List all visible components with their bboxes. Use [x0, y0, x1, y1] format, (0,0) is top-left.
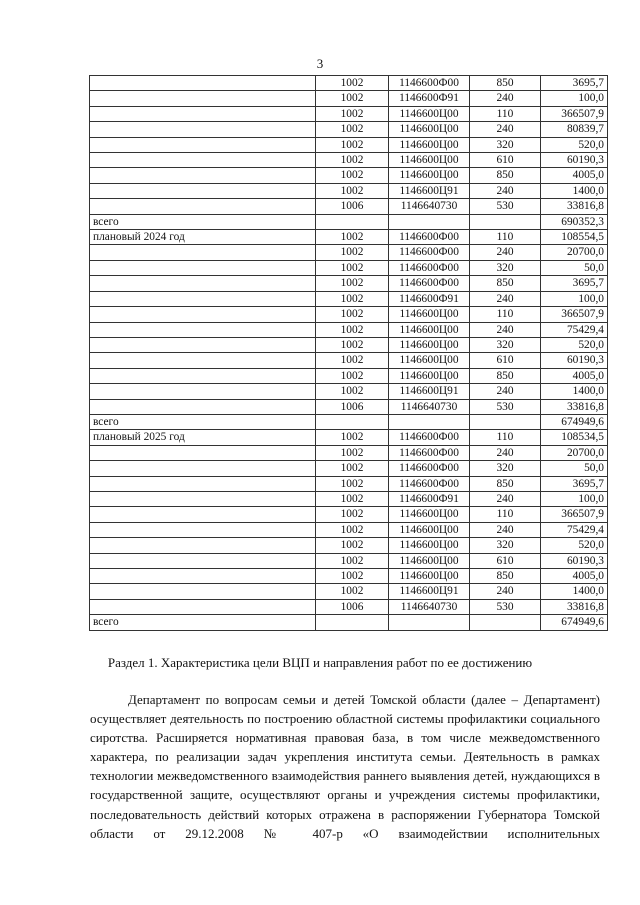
section-code-cell: 1002: [316, 569, 389, 584]
amount-cell: 108554,5: [541, 230, 608, 245]
section-code-cell: 1006: [316, 199, 389, 214]
row-label-cell: [90, 260, 316, 275]
section-code-cell: 1002: [316, 276, 389, 291]
table-row: [90, 491, 608, 506]
target-article-cell: 1146600Ц00: [389, 106, 470, 121]
expense-type-cell: 240: [470, 384, 541, 399]
table-row: [90, 414, 608, 429]
amount-cell: 60190,3: [541, 153, 608, 168]
expense-type-cell: 320: [470, 337, 541, 352]
row-label-cell: [90, 399, 316, 414]
table-row: [90, 291, 608, 306]
table-row: [90, 91, 608, 106]
table-row: [90, 569, 608, 584]
section-code-cell: 1002: [316, 230, 389, 245]
table-row: [90, 199, 608, 214]
expense-type-cell: 530: [470, 199, 541, 214]
amount-cell: 1400,0: [541, 384, 608, 399]
row-label-cell: [90, 122, 316, 137]
table-row: [90, 507, 608, 522]
table-row: [90, 153, 608, 168]
expense-type-cell: 240: [470, 91, 541, 106]
expense-type-cell: 110: [470, 230, 541, 245]
amount-cell: 366507,9: [541, 106, 608, 121]
row-label-cell: всего: [90, 414, 316, 429]
amount-cell: 690352,3: [541, 214, 608, 229]
target-article-cell: 1146600Ц00: [389, 337, 470, 352]
paragraph-line: института семьи. Деятельность в рамках технологии межведомственного: [90, 749, 600, 784]
budget-table-body: [90, 76, 608, 631]
amount-cell: 4005,0: [541, 168, 608, 183]
amount-cell: 520,0: [541, 137, 608, 152]
expense-type-cell: 850: [470, 76, 541, 91]
expense-type-cell: 240: [470, 291, 541, 306]
expense-type-cell: 240: [470, 122, 541, 137]
target-article-cell: 1146600Ф91: [389, 491, 470, 506]
expense-type-cell: 610: [470, 153, 541, 168]
target-article-cell: [389, 414, 470, 429]
table-row: [90, 599, 608, 614]
amount-cell: 60190,3: [541, 353, 608, 368]
table-row: [90, 553, 608, 568]
section-code-cell: 1002: [316, 106, 389, 121]
amount-cell: 1400,0: [541, 183, 608, 198]
table-row: [90, 322, 608, 337]
table-row: [90, 183, 608, 198]
row-label-cell: [90, 445, 316, 460]
table-row: [90, 430, 608, 445]
expense-type-cell: 240: [470, 584, 541, 599]
amount-cell: 100,0: [541, 291, 608, 306]
table-row: [90, 522, 608, 537]
target-article-cell: 1146600Ц91: [389, 584, 470, 599]
expense-type-cell: 240: [470, 183, 541, 198]
row-label-cell: [90, 353, 316, 368]
amount-cell: 4005,0: [541, 569, 608, 584]
row-label-cell: плановый 2024 год: [90, 230, 316, 245]
paragraph-line: взаимодействия раннего выявления детей, нуждающихся в государственной: [90, 768, 600, 803]
expense-type-cell: 850: [470, 168, 541, 183]
expense-type-cell: 240: [470, 245, 541, 260]
table-row: [90, 76, 608, 91]
target-article-cell: 1146600Ц00: [389, 538, 470, 553]
page-number: 3: [316, 56, 324, 71]
row-label-cell: [90, 569, 316, 584]
section-code-cell: 1002: [316, 137, 389, 152]
expense-type-cell: 240: [470, 322, 541, 337]
target-article-cell: 1146600Ц00: [389, 168, 470, 183]
amount-cell: 1400,0: [541, 584, 608, 599]
expense-type-cell: 610: [470, 353, 541, 368]
amount-cell: 3695,7: [541, 476, 608, 491]
amount-cell: 4005,0: [541, 368, 608, 383]
section-code-cell: [316, 214, 389, 229]
table-row: [90, 461, 608, 476]
expense-type-cell: 850: [470, 276, 541, 291]
target-article-cell: 1146600Ц00: [389, 307, 470, 322]
body-paragraph: [90, 690, 600, 843]
section-code-cell: 1002: [316, 476, 389, 491]
expense-type-cell: 530: [470, 399, 541, 414]
paragraph-line: защите, осуществляют органы и учреждения системы профилактики,: [190, 787, 600, 803]
target-article-cell: 1146600Ф00: [389, 76, 470, 91]
target-article-cell: 1146640730: [389, 599, 470, 614]
table-row: [90, 584, 608, 599]
target-article-cell: 1146600Ф91: [389, 91, 470, 106]
amount-cell: 20700,0: [541, 445, 608, 460]
expense-type-cell: 850: [470, 569, 541, 584]
table-row: [90, 368, 608, 383]
expense-type-cell: 240: [470, 522, 541, 537]
expense-type-cell: 110: [470, 106, 541, 121]
row-label-cell: [90, 168, 316, 183]
section-code-cell: 1002: [316, 76, 389, 91]
expense-type-cell: 110: [470, 507, 541, 522]
row-label-cell: [90, 476, 316, 491]
expense-type-cell: 320: [470, 461, 541, 476]
section-code-cell: [316, 615, 389, 630]
section-code-cell: 1002: [316, 491, 389, 506]
table-row: [90, 260, 608, 275]
section-code-cell: 1006: [316, 399, 389, 414]
paragraph-line: Департамент) осуществляет деятельность по построению областной системы: [90, 692, 600, 727]
row-label-cell: [90, 137, 316, 152]
target-article-cell: 1146600Ф00: [389, 445, 470, 460]
target-article-cell: 1146600Ф00: [389, 245, 470, 260]
target-article-cell: 1146600Ф00: [389, 476, 470, 491]
expense-type-cell: 320: [470, 260, 541, 275]
row-label-cell: [90, 553, 316, 568]
row-label-cell: [90, 461, 316, 476]
section-code-cell: 1002: [316, 553, 389, 568]
target-article-cell: 1146600Ф00: [389, 230, 470, 245]
table-row: [90, 122, 608, 137]
section-code-cell: [316, 414, 389, 429]
amount-cell: 3695,7: [541, 76, 608, 91]
row-label-cell: [90, 106, 316, 121]
section-code-cell: 1002: [316, 260, 389, 275]
row-label-cell: [90, 368, 316, 383]
amount-cell: 33816,8: [541, 199, 608, 214]
target-article-cell: [389, 615, 470, 630]
amount-cell: 100,0: [541, 491, 608, 506]
table-row: [90, 276, 608, 291]
section-code-cell: 1002: [316, 368, 389, 383]
target-article-cell: 1146600Ф91: [389, 291, 470, 306]
paragraph-line: последовательность действий которых отражена в распоряжении Губернатора: [90, 806, 547, 822]
table-row: [90, 384, 608, 399]
expense-type-cell: 850: [470, 368, 541, 383]
amount-cell: 20700,0: [541, 245, 608, 260]
section-code-cell: 1002: [316, 445, 389, 460]
expense-type-cell: 850: [470, 476, 541, 491]
target-article-cell: 1146600Ф00: [389, 430, 470, 445]
target-article-cell: 1146600Ц91: [389, 384, 470, 399]
expense-type-cell: 240: [470, 491, 541, 506]
row-label-cell: [90, 538, 316, 553]
section-code-cell: 1002: [316, 183, 389, 198]
amount-cell: 520,0: [541, 538, 608, 553]
paragraph-line: профилактики социального сиротства. Расширяется нормативная правовая база, в: [90, 711, 600, 746]
table-row: [90, 137, 608, 152]
section-code-cell: 1006: [316, 599, 389, 614]
amount-cell: 33816,8: [541, 399, 608, 414]
amount-cell: 100,0: [541, 91, 608, 106]
row-label-cell: [90, 199, 316, 214]
paragraph-line: том числе межведомственного характера, по реализации задач укрепления: [90, 730, 600, 765]
section-code-cell: 1002: [316, 322, 389, 337]
amount-cell: 520,0: [541, 337, 608, 352]
amount-cell: 366507,9: [541, 507, 608, 522]
target-article-cell: 1146600Ф00: [389, 260, 470, 275]
section-code-cell: 1002: [316, 461, 389, 476]
section-code-cell: 1002: [316, 430, 389, 445]
amount-cell: 674949,6: [541, 414, 608, 429]
row-label-cell: [90, 337, 316, 352]
table-row: [90, 353, 608, 368]
row-label-cell: [90, 276, 316, 291]
table-row: [90, 307, 608, 322]
row-label-cell: [90, 307, 316, 322]
amount-cell: 60190,3: [541, 553, 608, 568]
target-article-cell: 1146600Ц00: [389, 507, 470, 522]
table-row: [90, 337, 608, 352]
table-row: [90, 214, 608, 229]
row-label-cell: [90, 507, 316, 522]
expense-type-cell: [470, 214, 541, 229]
row-label-cell: [90, 599, 316, 614]
expense-type-cell: [470, 615, 541, 630]
target-article-cell: 1146600Ф00: [389, 276, 470, 291]
table-row: [90, 615, 608, 630]
table-row: [90, 168, 608, 183]
row-label-cell: [90, 183, 316, 198]
amount-cell: 50,0: [541, 461, 608, 476]
expense-type-cell: 110: [470, 430, 541, 445]
target-article-cell: 1146600Ц00: [389, 122, 470, 137]
budget-table: [89, 75, 608, 631]
target-article-cell: 1146600Ц00: [389, 137, 470, 152]
amount-cell: 108534,5: [541, 430, 608, 445]
section-code-cell: 1002: [316, 522, 389, 537]
row-label-cell: всего: [90, 615, 316, 630]
expense-type-cell: 320: [470, 538, 541, 553]
target-article-cell: 1146600Ц00: [389, 353, 470, 368]
amount-cell: 33816,8: [541, 599, 608, 614]
target-article-cell: 1146600Ц00: [389, 368, 470, 383]
section-title: Раздел 1. Характеристика цели ВЦП и направления работ по ее достижению: [107, 655, 533, 670]
amount-cell: 80839,7: [541, 122, 608, 137]
section-code-cell: 1002: [316, 307, 389, 322]
expense-type-cell: 110: [470, 307, 541, 322]
table-row: [90, 399, 608, 414]
section-code-cell: 1002: [316, 337, 389, 352]
target-article-cell: 1146600Ц00: [389, 322, 470, 337]
table-row: [90, 476, 608, 491]
section-code-cell: 1002: [316, 507, 389, 522]
section-code-cell: 1002: [316, 168, 389, 183]
table-row: [90, 538, 608, 553]
target-article-cell: 1146600Ц00: [389, 553, 470, 568]
section-code-cell: 1002: [316, 353, 389, 368]
row-label-cell: [90, 491, 316, 506]
section-code-cell: 1002: [316, 91, 389, 106]
target-article-cell: 1146600Ц00: [389, 569, 470, 584]
target-article-cell: 1146640730: [389, 199, 470, 214]
row-label-cell: плановый 2025 год: [90, 430, 316, 445]
section-code-cell: 1002: [316, 122, 389, 137]
target-article-cell: 1146600Ф00: [389, 461, 470, 476]
expense-type-cell: 610: [470, 553, 541, 568]
table-row: [90, 230, 608, 245]
table-row: [90, 445, 608, 460]
paragraph-text: [90, 690, 600, 843]
amount-cell: 3695,7: [541, 276, 608, 291]
row-label-cell: [90, 76, 316, 91]
expense-type-cell: 530: [470, 599, 541, 614]
amount-cell: 674949,6: [541, 615, 608, 630]
row-label-cell: [90, 522, 316, 537]
amount-cell: 75429,4: [541, 322, 608, 337]
paragraph-line: Департамент по вопросам семьи и детей Томской области (далее –: [128, 692, 518, 707]
expense-type-cell: [470, 414, 541, 429]
section-code-cell: 1002: [316, 538, 389, 553]
row-label-cell: [90, 245, 316, 260]
expense-type-cell: 240: [470, 445, 541, 460]
paragraph-line: Томской области от 29.12.2008 № 407-р «О взаимодействии исполнительных: [90, 806, 600, 841]
row-label-cell: [90, 584, 316, 599]
row-label-cell: [90, 291, 316, 306]
amount-cell: 50,0: [541, 260, 608, 275]
amount-cell: 75429,4: [541, 522, 608, 537]
row-label-cell: [90, 384, 316, 399]
section-code-cell: 1002: [316, 584, 389, 599]
amount-cell: 366507,9: [541, 307, 608, 322]
target-article-cell: 1146640730: [389, 399, 470, 414]
row-label-cell: [90, 153, 316, 168]
section-code-cell: 1002: [316, 153, 389, 168]
row-label-cell: [90, 91, 316, 106]
row-label-cell: всего: [90, 214, 316, 229]
target-article-cell: [389, 214, 470, 229]
target-article-cell: 1146600Ц00: [389, 153, 470, 168]
row-label-cell: [90, 322, 316, 337]
table-row: [90, 245, 608, 260]
section-code-cell: 1002: [316, 291, 389, 306]
table-row: [90, 106, 608, 121]
section-code-cell: 1002: [316, 384, 389, 399]
expense-type-cell: 320: [470, 137, 541, 152]
target-article-cell: 1146600Ц91: [389, 183, 470, 198]
target-article-cell: 1146600Ц00: [389, 522, 470, 537]
section-code-cell: 1002: [316, 245, 389, 260]
